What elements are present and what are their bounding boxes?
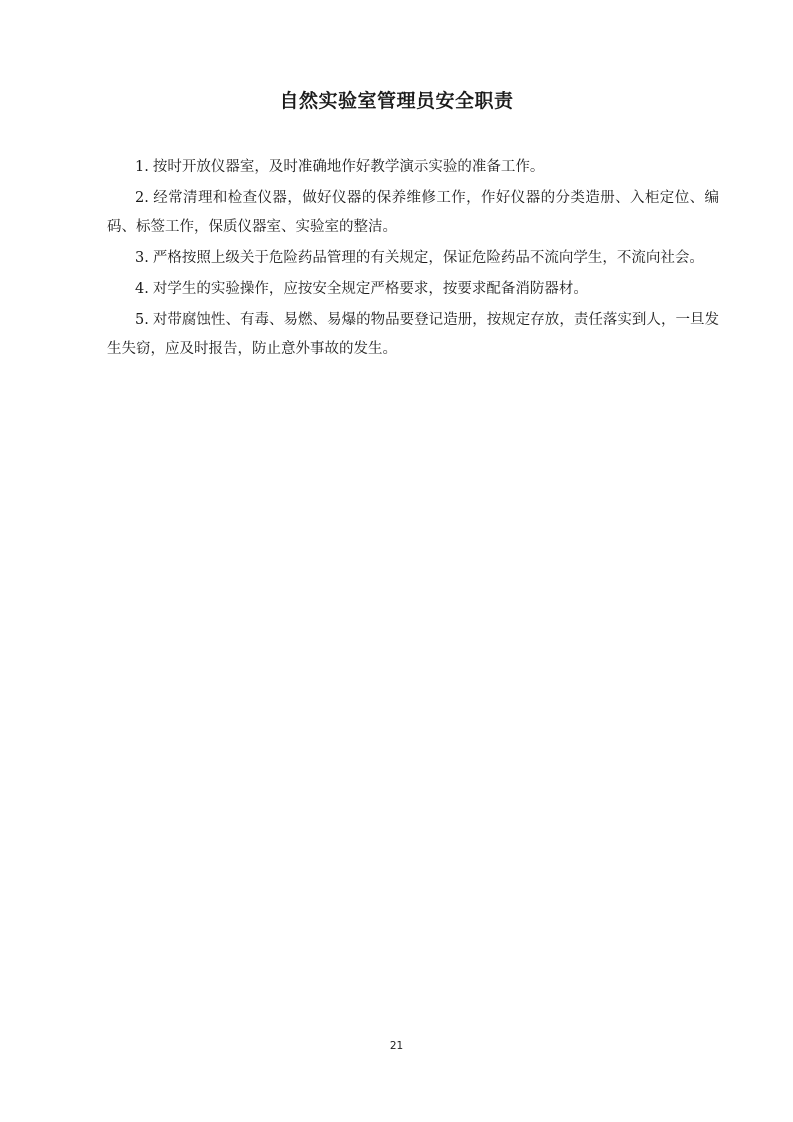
duty-item-text: 对带腐蚀性、有毒、易燃、易爆的物品要登记造册，按规定存放，责任落实到人，一旦发生失窃，应及时报告，防止意外事故的发生。 [107,312,719,357]
duty-item-text: 严格按照上级关于危险药品管理的有关规定，保证危险药品不流向学生，不流向社会。 [152,250,704,266]
duty-item-number: 1. [135,159,149,175]
duty-item-text: 经常清理和检查仪器，做好仪器的保养维修工作，作好仪器的分类造册、入柜定位、编码、标签工作，保质仪器室、实验室的整洁。 [107,190,719,235]
duty-item-5 [107,306,719,364]
duty-item-3 [107,244,719,273]
duty-item-number: 4. [135,281,149,297]
page-number: 21 [389,1040,404,1052]
duty-item-1 [107,153,719,182]
duty-item-number: 3. [135,250,149,266]
duty-item-number: 5. [135,312,149,328]
duty-item-text: 对学生的实验操作，应按安全规定严格要求，按要求配备消防器材。 [152,281,588,297]
document-title: 自然实验室管理员安全职责 [279,90,514,112]
duty-list [107,153,719,366]
duty-item-number: 2. [135,190,149,206]
duty-item-2 [107,184,719,242]
duty-item-4 [107,275,719,304]
duty-item-text: 按时开放仪器室，及时准确地作好教学演示实验的准备工作。 [152,159,545,175]
